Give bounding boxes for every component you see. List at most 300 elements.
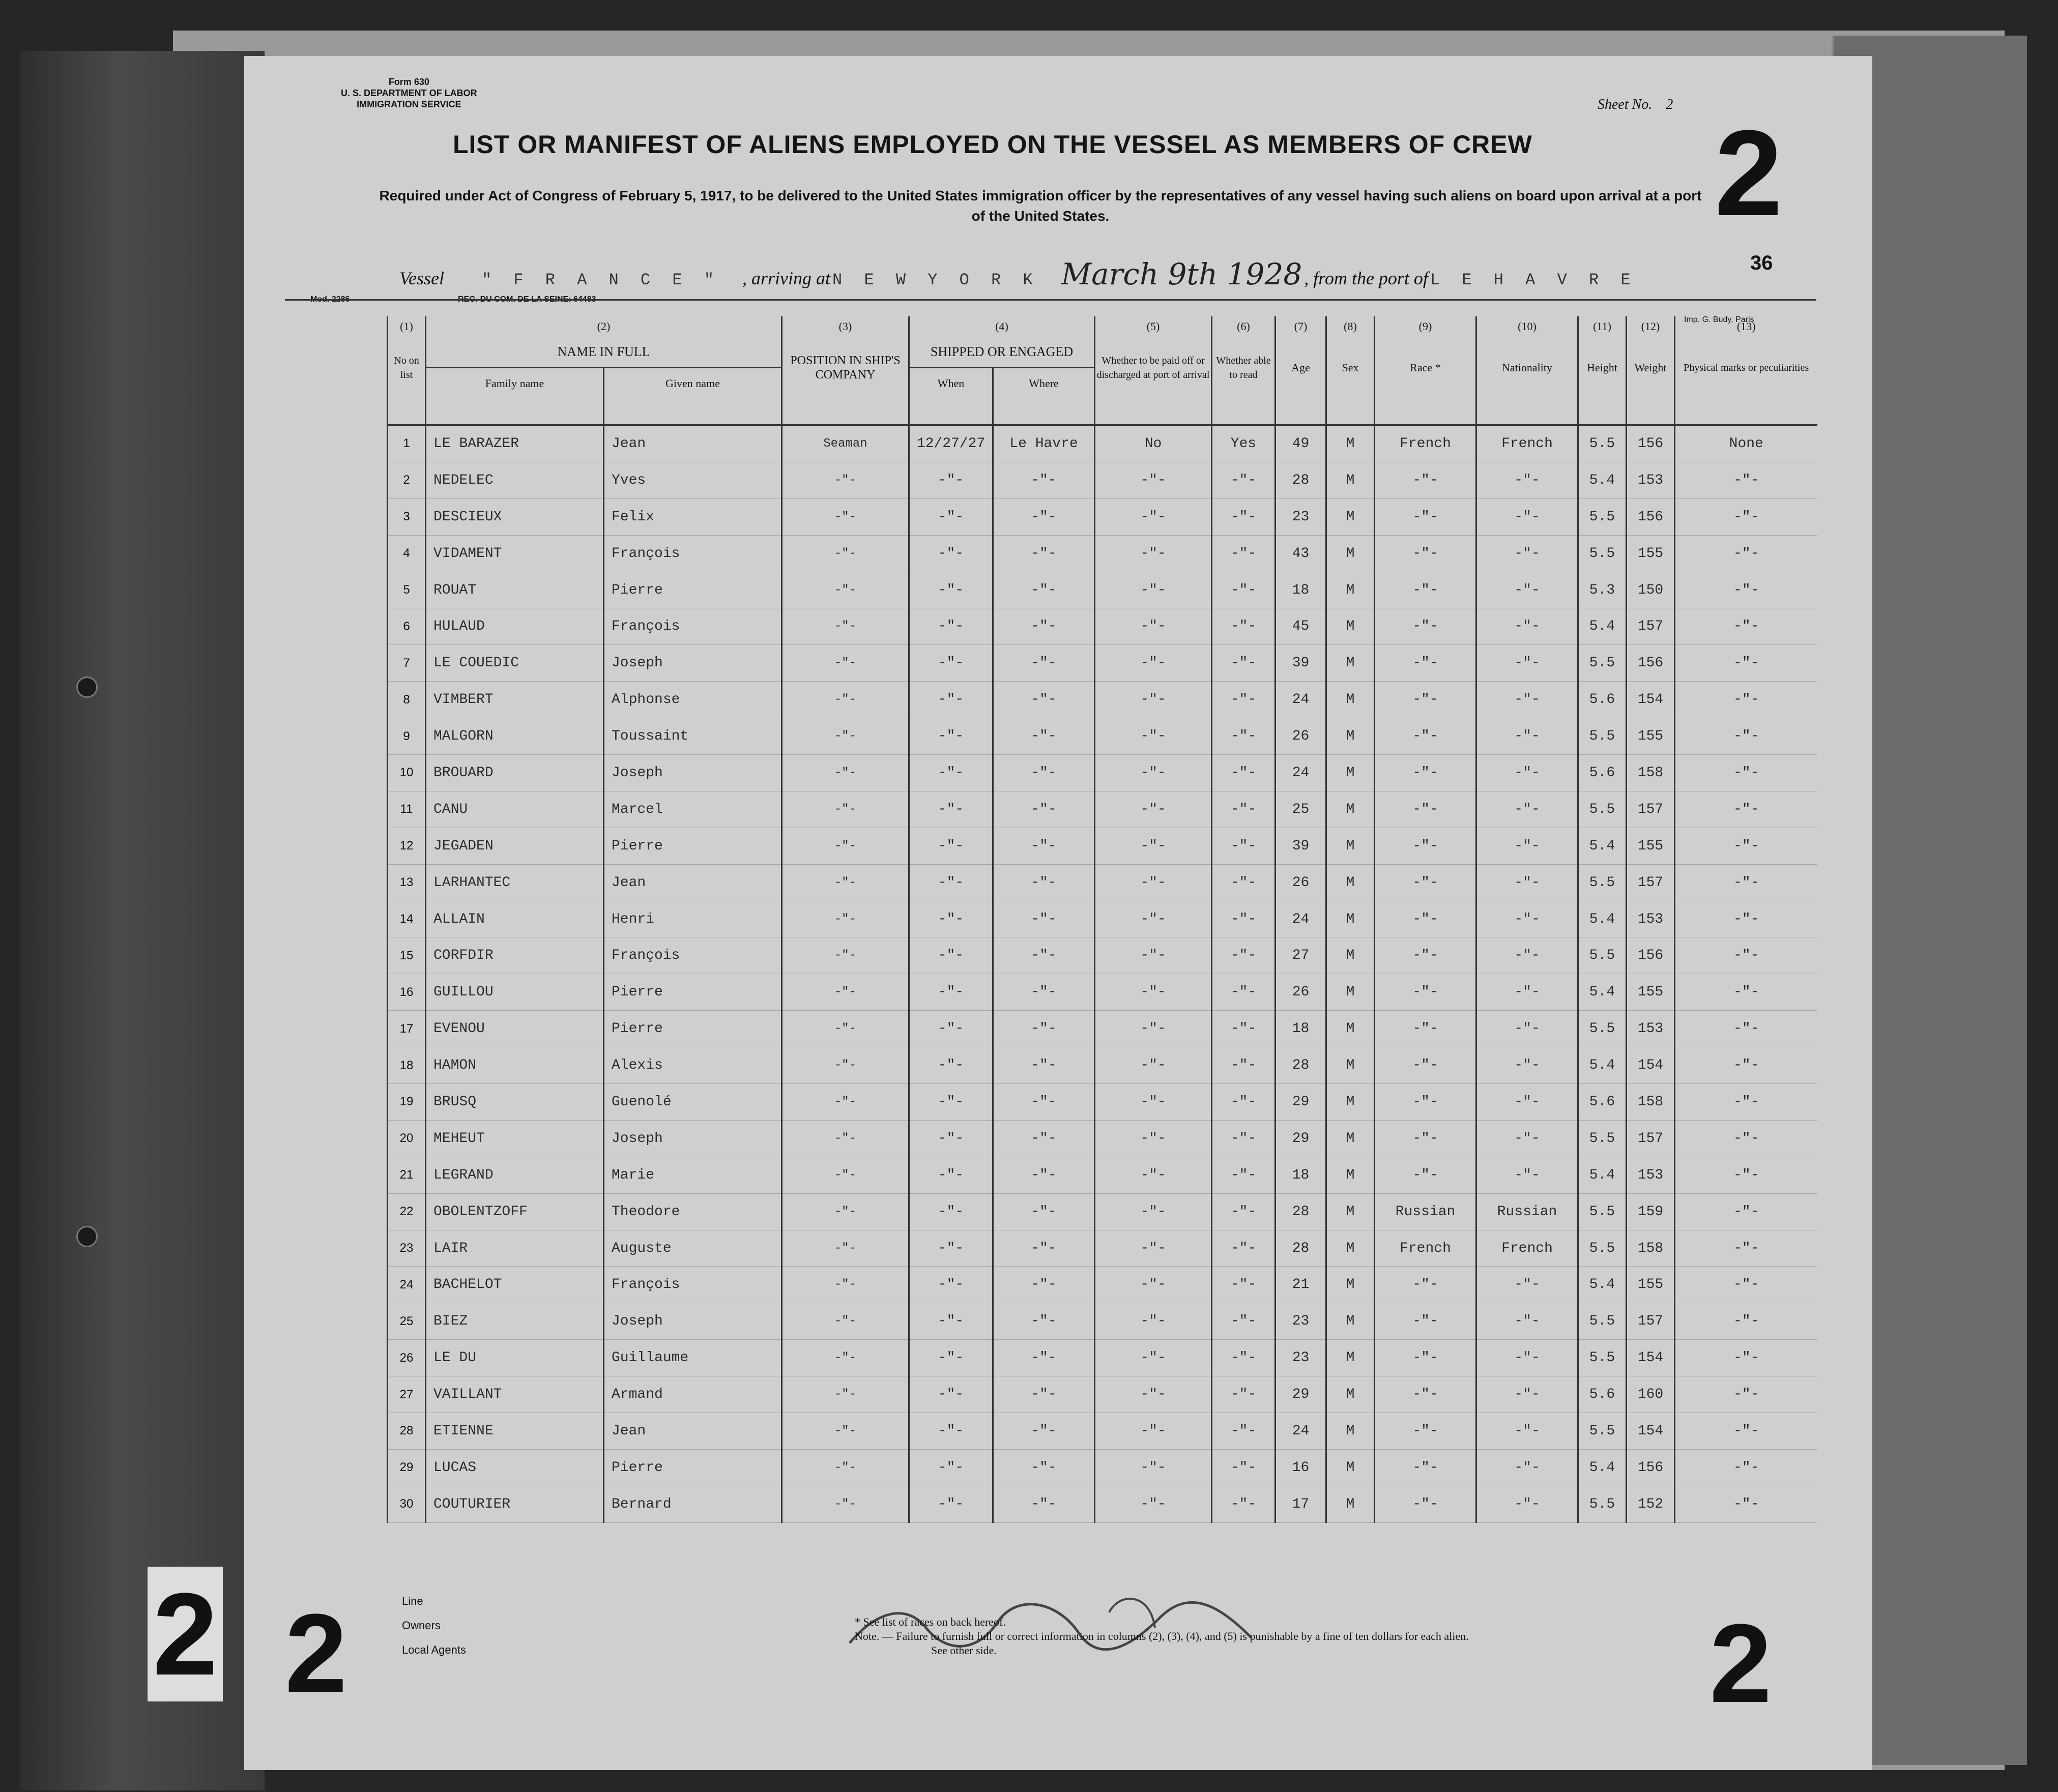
cell-nationality: -"- (1476, 1376, 1578, 1413)
cell-height: 5.5 (1578, 1120, 1627, 1157)
cell-age: 24 (1276, 755, 1326, 791)
col-paid-off: Whether to be paid off or discharged at port of arrival (1095, 337, 1212, 399)
cell-weight: 157 (1627, 791, 1675, 828)
cell-read: -"- (1212, 901, 1276, 937)
cell-marks: -"- (1675, 864, 1817, 901)
cell-position: -"- (782, 791, 909, 828)
table-row (388, 1340, 1817, 1376)
cell-race: -"- (1375, 1449, 1476, 1486)
cell-marks: -"- (1675, 462, 1817, 498)
table-row (388, 1376, 1817, 1413)
cell-sex: M (1326, 1413, 1375, 1450)
cell-paid-off: -"- (1095, 645, 1212, 682)
cell-given-name: Joseph (604, 1303, 782, 1340)
col-6-number: (6) (1212, 316, 1276, 337)
cell-family-name: BIEZ (426, 1303, 604, 1340)
cell-paid-off: -"- (1095, 864, 1212, 901)
cell-family-name: MALGORN (426, 718, 604, 755)
line-label: Line (402, 1595, 423, 1607)
cell-sex: M (1326, 1047, 1375, 1084)
cell-position: -"- (782, 1303, 909, 1340)
cell-paid-off: -"- (1095, 1193, 1212, 1230)
cell-given-name: Joseph (604, 755, 782, 791)
cell-sex: M (1326, 755, 1375, 791)
cell-read: -"- (1212, 572, 1276, 608)
cell-where: -"- (993, 572, 1095, 608)
cell-when: -"- (909, 1157, 993, 1193)
cell-sex: M (1326, 901, 1375, 937)
cell-position: -"- (782, 1267, 909, 1303)
cell-marks: -"- (1675, 498, 1817, 535)
form-header (341, 76, 477, 110)
cell-sex: M (1326, 425, 1375, 462)
cell-family-name: ALLAIN (426, 901, 604, 937)
cell-family-name: LE BARAZER (426, 425, 604, 462)
cell-where: -"- (993, 1413, 1095, 1450)
cell-read: -"- (1212, 1193, 1276, 1230)
col-race: Race * (1375, 337, 1476, 399)
cell-age: 26 (1276, 718, 1326, 755)
cell-where: -"- (993, 1120, 1095, 1157)
col-sex: Sex (1326, 337, 1375, 399)
cell-sex: M (1326, 864, 1375, 901)
penalty-note: Note. — Failure to furnish full or correct information in columns (2), (3), (4), and (5) is punishable by a fine of ten dollars for each alien. (855, 1630, 1469, 1642)
col-position: POSITION IN SHIP'S COMPANY (782, 337, 909, 399)
cell-paid-off: -"- (1095, 1157, 1212, 1193)
cell-given-name: Pierre (604, 1449, 782, 1486)
col-shipped-engaged: SHIPPED OR ENGAGED (909, 337, 1095, 368)
crew-manifest-table (387, 316, 1817, 1523)
cell-read: -"- (1212, 1449, 1276, 1486)
cell-race: -"- (1375, 1011, 1476, 1047)
cell-marks: -"- (1675, 1193, 1817, 1230)
cell-position: -"- (782, 572, 909, 608)
table-row (388, 901, 1817, 937)
cell-nationality: -"- (1476, 462, 1578, 498)
cell-family-name: NEDELEC (426, 462, 604, 498)
cell-paid-off: -"- (1095, 1303, 1212, 1340)
cell-family-name: VIDAMENT (426, 535, 604, 572)
table-row (388, 755, 1817, 791)
cell-no: 25 (388, 1303, 426, 1340)
col-given-name: Given name (604, 368, 782, 399)
cell-where: -"- (993, 498, 1095, 535)
cell-sex: M (1326, 974, 1375, 1011)
cell-given-name: Pierre (604, 1011, 782, 1047)
cell-no: 30 (388, 1486, 426, 1522)
cell-age: 29 (1276, 1376, 1326, 1413)
cell-given-name: François (604, 937, 782, 974)
cell-where: -"- (993, 1267, 1095, 1303)
printer-mark: Imp. G. Budy, Paris (1684, 315, 1754, 324)
cell-age: 28 (1276, 462, 1326, 498)
cell-position: -"- (782, 1340, 909, 1376)
cell-race: -"- (1375, 1047, 1476, 1084)
col-physical-marks: Physical marks or peculiarities (1675, 337, 1817, 399)
cell-read: -"- (1212, 608, 1276, 645)
cell-where: -"- (993, 791, 1095, 828)
cell-position: -"- (782, 498, 909, 535)
cell-race: Russian (1375, 1193, 1476, 1230)
cell-nationality: Russian (1476, 1193, 1578, 1230)
cell-nationality: -"- (1476, 1267, 1578, 1303)
cell-age: 29 (1276, 1120, 1326, 1157)
cell-nationality: -"- (1476, 864, 1578, 901)
cell-weight: 150 (1627, 572, 1675, 608)
cell-no: 9 (388, 718, 426, 755)
table-row (388, 645, 1817, 682)
cell-when: -"- (909, 498, 993, 535)
cell-marks: -"- (1675, 1047, 1817, 1084)
cell-no: 5 (388, 572, 426, 608)
col-age: Age (1276, 337, 1326, 399)
cell-paid-off: -"- (1095, 791, 1212, 828)
cell-read: -"- (1212, 1230, 1276, 1267)
cell-family-name: MEHEUT (426, 1120, 604, 1157)
cell-position: -"- (782, 828, 909, 864)
cell-no: 6 (388, 608, 426, 645)
cell-position: -"- (782, 864, 909, 901)
cell-no: 8 (388, 682, 426, 718)
cell-read: -"- (1212, 535, 1276, 572)
cell-read: -"- (1212, 1084, 1276, 1121)
cell-race: -"- (1375, 645, 1476, 682)
cell-paid-off: -"- (1095, 1340, 1212, 1376)
cell-no: 20 (388, 1120, 426, 1157)
cell-family-name: LAIR (426, 1230, 604, 1267)
cell-marks: -"- (1675, 1303, 1817, 1340)
cell-sex: M (1326, 462, 1375, 498)
table-row (388, 498, 1817, 535)
cell-paid-off: -"- (1095, 1047, 1212, 1084)
col-able-to-read: Whether able to read (1212, 337, 1276, 399)
cell-read: -"- (1212, 1340, 1276, 1376)
footer-labels (402, 1595, 466, 1668)
cell-when: -"- (909, 1413, 993, 1450)
cell-no: 11 (388, 791, 426, 828)
cell-position: Seaman (782, 425, 909, 462)
cell-no: 2 (388, 462, 426, 498)
cell-nationality: -"- (1476, 498, 1578, 535)
cell-height: 5.5 (1578, 1230, 1627, 1267)
cell-weight: 157 (1627, 864, 1675, 901)
cell-no: 21 (388, 1157, 426, 1193)
cell-height: 5.4 (1578, 1047, 1627, 1084)
cell-marks: -"- (1675, 718, 1817, 755)
cell-race: -"- (1375, 1157, 1476, 1193)
cell-family-name: BROUARD (426, 755, 604, 791)
cell-where: -"- (993, 682, 1095, 718)
cell-paid-off: -"- (1095, 682, 1212, 718)
cell-marks: -"- (1675, 937, 1817, 974)
cell-paid-off: -"- (1095, 937, 1212, 974)
department-name: U. S. DEPARTMENT OF LABOR (341, 88, 477, 98)
cell-when: -"- (909, 1120, 993, 1157)
cell-no: 15 (388, 937, 426, 974)
cell-weight: 155 (1627, 718, 1675, 755)
cell-weight: 157 (1627, 1303, 1675, 1340)
table-row (388, 535, 1817, 572)
cell-no: 3 (388, 498, 426, 535)
vessel-label: Vessel (399, 268, 444, 288)
cell-weight: 155 (1627, 974, 1675, 1011)
big-number-bottom-right: 2 (1709, 1601, 1772, 1726)
cell-family-name: VIMBERT (426, 682, 604, 718)
cell-sex: M (1326, 535, 1375, 572)
cell-weight: 153 (1627, 462, 1675, 498)
col-nationality: Nationality (1476, 337, 1578, 399)
requirement-text: Required under Act of Congress of February 5, 1917, to be delivered to the United States immigration officer by the representatives of any vessel having such aliens on board upon arrival at a port of the United States. (379, 188, 1702, 224)
cell-given-name: Pierre (604, 974, 782, 1011)
cell-when: -"- (909, 1376, 993, 1413)
cell-read: -"- (1212, 1413, 1276, 1450)
cell-given-name: Jean (604, 864, 782, 901)
cell-race: -"- (1375, 1303, 1476, 1340)
cell-race: -"- (1375, 608, 1476, 645)
sheet-number (1598, 97, 1673, 113)
cell-no: 14 (388, 901, 426, 937)
cell-nationality: -"- (1476, 1120, 1578, 1157)
cell-race: -"- (1375, 1267, 1476, 1303)
cell-where: -"- (993, 1376, 1095, 1413)
cell-where: -"- (993, 1486, 1095, 1522)
cell-given-name: Alphonse (604, 682, 782, 718)
cell-read: -"- (1212, 645, 1276, 682)
cell-nationality: -"- (1476, 1486, 1578, 1522)
cell-sex: M (1326, 1376, 1375, 1413)
cell-no: 22 (388, 1193, 426, 1230)
cell-race: -"- (1375, 791, 1476, 828)
table-row (388, 462, 1817, 498)
cell-when: -"- (909, 791, 993, 828)
cell-position: -"- (782, 937, 909, 974)
cell-sex: M (1326, 828, 1375, 864)
form-number: Form 630 (388, 77, 429, 87)
cell-weight: 158 (1627, 755, 1675, 791)
cell-where: -"- (993, 645, 1095, 682)
col-10-number: (10) (1476, 316, 1578, 337)
cell-position: -"- (782, 462, 909, 498)
cell-height: 5.5 (1578, 1011, 1627, 1047)
cell-race: -"- (1375, 937, 1476, 974)
cell-no: 27 (388, 1376, 426, 1413)
cell-race: -"- (1375, 682, 1476, 718)
cell-paid-off: -"- (1095, 1267, 1212, 1303)
cell-when: -"- (909, 645, 993, 682)
col-12-number: (12) (1627, 316, 1675, 337)
cell-given-name: Marie (604, 1157, 782, 1193)
cell-weight: 155 (1627, 535, 1675, 572)
cell-given-name: Jean (604, 1413, 782, 1450)
see-other-side: See other side. (931, 1644, 997, 1657)
header-rule (285, 299, 1816, 301)
cell-no: 23 (388, 1230, 426, 1267)
cell-age: 24 (1276, 1413, 1326, 1450)
cell-position: -"- (782, 901, 909, 937)
cell-height: 5.6 (1578, 682, 1627, 718)
cell-family-name: LEGRAND (426, 1157, 604, 1193)
vessel-line (399, 257, 1637, 291)
col-2-number: (2) (426, 316, 782, 337)
cell-paid-off: -"- (1095, 498, 1212, 535)
cell-when: -"- (909, 1267, 993, 1303)
from-port: L E H A V R E (1430, 271, 1637, 289)
cell-nationality: French (1476, 1230, 1578, 1267)
cell-race: -"- (1375, 498, 1476, 535)
cell-height: 5.4 (1578, 1267, 1627, 1303)
cell-read: -"- (1212, 937, 1276, 974)
cell-nationality: French (1476, 425, 1578, 462)
cell-given-name: Toussaint (604, 718, 782, 755)
cell-age: 18 (1276, 1157, 1326, 1193)
cell-race: -"- (1375, 1413, 1476, 1450)
cell-marks: -"- (1675, 645, 1817, 682)
cell-height: 5.5 (1578, 1486, 1627, 1522)
cell-given-name: Bernard (604, 1486, 782, 1522)
cell-given-name: Felix (604, 498, 782, 535)
cell-weight: 156 (1627, 425, 1675, 462)
cell-race: -"- (1375, 1376, 1476, 1413)
cell-weight: 153 (1627, 1011, 1675, 1047)
cell-where: -"- (993, 1047, 1095, 1084)
cell-family-name: CORFDIR (426, 937, 604, 974)
table-row (388, 1267, 1817, 1303)
cell-given-name: Alexis (604, 1047, 782, 1084)
punch-hole (76, 677, 98, 698)
cell-age: 26 (1276, 974, 1326, 1011)
cell-height: 5.5 (1578, 718, 1627, 755)
cell-age: 39 (1276, 645, 1326, 682)
cell-given-name: Auguste (604, 1230, 782, 1267)
col-11-number: (11) (1578, 316, 1627, 337)
cell-paid-off: No (1095, 425, 1212, 462)
cell-marks: -"- (1675, 535, 1817, 572)
cell-age: 39 (1276, 828, 1326, 864)
cell-nationality: -"- (1476, 1413, 1578, 1450)
big-number-top: 2 (1715, 105, 1783, 241)
col-5-number: (5) (1095, 316, 1212, 337)
sheet-value: 2 (1666, 97, 1673, 112)
table-row (388, 864, 1817, 901)
table-row (388, 572, 1817, 608)
col-weight: Weight (1627, 337, 1675, 399)
cell-weight: 153 (1627, 1157, 1675, 1193)
cell-marks: -"- (1675, 1084, 1817, 1121)
cell-marks: -"- (1675, 791, 1817, 828)
cell-paid-off: -"- (1095, 718, 1212, 755)
cell-no: 16 (388, 974, 426, 1011)
table-row (388, 937, 1817, 974)
cell-marks: -"- (1675, 1120, 1817, 1157)
cell-when: -"- (909, 1193, 993, 1230)
cell-where: -"- (993, 901, 1095, 937)
cell-read: -"- (1212, 828, 1276, 864)
page-number: 36 (1750, 252, 1773, 274)
cell-read: -"- (1212, 791, 1276, 828)
cell-where: -"- (993, 1340, 1095, 1376)
cell-race: -"- (1375, 1486, 1476, 1522)
cell-no: 7 (388, 645, 426, 682)
cell-where: -"- (993, 1084, 1095, 1121)
cell-race: French (1375, 1230, 1476, 1267)
table-row (388, 1449, 1817, 1486)
cell-sex: M (1326, 1303, 1375, 1340)
cell-where: -"- (993, 1449, 1095, 1486)
cell-sex: M (1326, 1340, 1375, 1376)
cell-age: 26 (1276, 864, 1326, 901)
cell-read: Yes (1212, 425, 1276, 462)
cell-given-name: Guenolé (604, 1084, 782, 1121)
cell-read: -"- (1212, 1011, 1276, 1047)
cell-height: 5.5 (1578, 425, 1627, 462)
cell-where: -"- (993, 1157, 1095, 1193)
cell-family-name: LE DU (426, 1340, 604, 1376)
table-row (388, 1120, 1817, 1157)
cell-paid-off: -"- (1095, 535, 1212, 572)
big-number-left: 2 (148, 1567, 223, 1701)
cell-sex: M (1326, 937, 1375, 974)
cell-where: -"- (993, 937, 1095, 974)
cell-marks: -"- (1675, 755, 1817, 791)
cell-paid-off: -"- (1095, 1413, 1212, 1450)
cell-race: -"- (1375, 755, 1476, 791)
registration: REG. DU COM. DE LA SEINE: 64483 (458, 295, 596, 304)
col-1-number: (1) (388, 316, 426, 337)
page-title: LIST OR MANIFEST OF ALIENS EMPLOYED ON THE VESSEL AS MEMBERS OF CREW (453, 130, 1532, 159)
cell-family-name: JEGADEN (426, 828, 604, 864)
cell-given-name: Marcel (604, 791, 782, 828)
cell-race: -"- (1375, 864, 1476, 901)
col-8-number: (8) (1326, 316, 1375, 337)
cell-position: -"- (782, 1376, 909, 1413)
cell-read: -"- (1212, 1267, 1276, 1303)
cell-height: 5.5 (1578, 498, 1627, 535)
cell-height: 5.5 (1578, 864, 1627, 901)
cell-marks: -"- (1675, 1011, 1817, 1047)
vessel-name: " F R A N C E " (481, 271, 720, 289)
cell-position: -"- (782, 645, 909, 682)
col-3-number: (3) (782, 316, 909, 337)
cell-weight: 154 (1627, 682, 1675, 718)
cell-read: -"- (1212, 718, 1276, 755)
cell-paid-off: -"- (1095, 828, 1212, 864)
cell-nationality: -"- (1476, 1303, 1578, 1340)
cell-marks: -"- (1675, 1376, 1817, 1413)
cell-height: 5.4 (1578, 1449, 1627, 1486)
cell-sex: M (1326, 1193, 1375, 1230)
cell-paid-off: -"- (1095, 901, 1212, 937)
table-row (388, 682, 1817, 718)
cell-sex: M (1326, 608, 1375, 645)
cell-sex: M (1326, 1120, 1375, 1157)
cell-weight: 160 (1627, 1376, 1675, 1413)
local-agents-label: Local Agents (402, 1643, 466, 1656)
cell-nationality: -"- (1476, 608, 1578, 645)
col-13-number: (13) (1675, 316, 1817, 337)
cell-where: -"- (993, 535, 1095, 572)
col-height: Height (1578, 337, 1627, 399)
cell-when: -"- (909, 1486, 993, 1522)
cell-position: -"- (782, 718, 909, 755)
cell-given-name: Guillaume (604, 1340, 782, 1376)
cell-read: -"- (1212, 682, 1276, 718)
cell-given-name: Pierre (604, 828, 782, 864)
cell-family-name: COUTURIER (426, 1486, 604, 1522)
table-row (388, 1413, 1817, 1450)
cell-height: 5.5 (1578, 791, 1627, 828)
cell-marks: -"- (1675, 1157, 1817, 1193)
cell-when: -"- (909, 718, 993, 755)
